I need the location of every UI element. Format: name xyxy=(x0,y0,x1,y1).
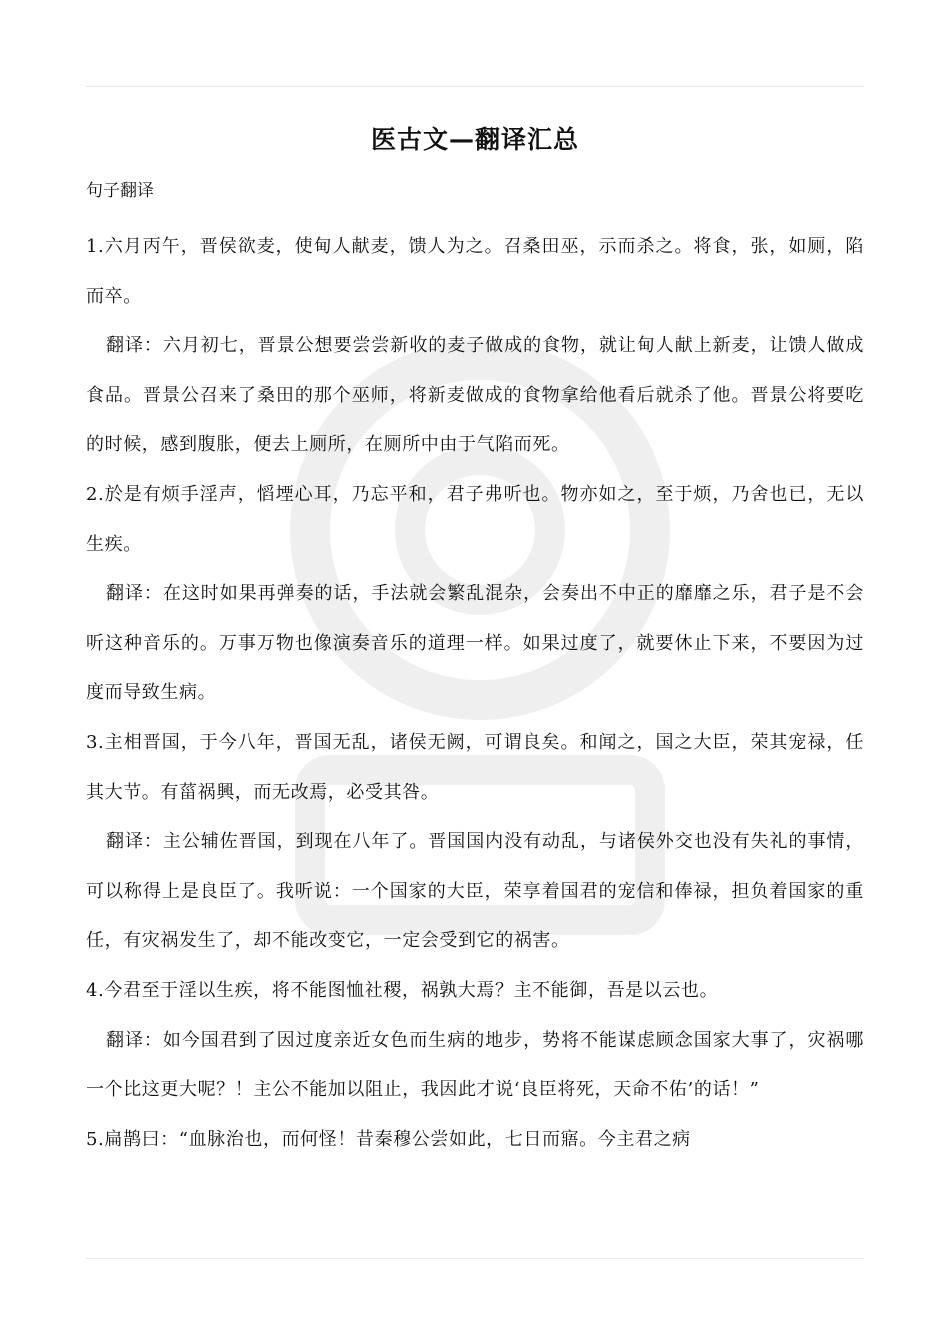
footer-rule xyxy=(86,1258,864,1259)
sentence-3: 3.主相晋国，于今八年，晋国无乱，诸侯无阙，可谓良矣。和闻之，国之大臣，荣其宠禄，任其大节。有菑祸興，而无改焉，必受其咎。 xyxy=(86,731,864,803)
page-title: 医古文—翻译汇总 xyxy=(370,125,579,154)
section-heading: 句子翻译 xyxy=(86,181,154,201)
document-body xyxy=(86,222,864,1164)
sentence-5: 5.扁鹊曰：“血脉治也，而何怪！昔秦穆公尝如此，七日而寤。今主君之病 xyxy=(86,1128,691,1150)
translation-2: 翻译：在这时如果再弹奏的话，手法就会繁乱混杂，会奏出不中正的靡靡之乐，君子是不会听这种音乐的。万事万物也像演奏音乐的道理一样。如果过度了，就要休止下来，不要因为过度而导致生病。 xyxy=(86,583,864,704)
translation-3: 翻译：主公辅佐晋国，到现在八年了。晋国国内没有动乱，与诸侯外交也没有失礼的事情，可以称得上是良臣了。我听说：一个国家的大臣，荣享着国君的宠信和俸禄，担负着国家的重任，有灾祸发生了，却不能改变它，一定会受到它的祸害。 xyxy=(86,831,864,952)
header-rule xyxy=(86,86,864,87)
sentence-2: 2.於是有烦手淫声，慆堙心耳，乃忘平和，君子弗听也。物亦如之，至于烦，乃舍也已，无以生疾。 xyxy=(86,483,864,555)
translation-4: 翻译：如今国君到了因过度亲近女色而生病的地步，势将不能谋虑顾念国家大事了，灾祸哪一个比这更大呢？！主公不能加以阻止，我因此才说‘良臣将死，天命不佑’的话！” xyxy=(86,1029,864,1101)
translation-1: 翻译：六月初七，晋景公想要尝尝新收的麦子做成的食物，就让甸人献上新麦，让馈人做成食品。晋景公召来了桑田的那个巫师，将新麦做成的食物拿给他看后就杀了他。晋景公将要吃的时候，感到腹胀，便去上厕所，在厕所中由于气陷而死。 xyxy=(86,335,864,456)
sentence-4: 4.今君至于淫以生疾，将不能图恤社稷，祸孰大焉？主不能御，吾是以云也。 xyxy=(86,979,719,1001)
sentence-1: 1.六月丙午，晋侯欲麦，使甸人献麦，馈人为之。召桑田巫，示而杀之。将食，张，如厕，陷而卒。 xyxy=(86,236,864,307)
